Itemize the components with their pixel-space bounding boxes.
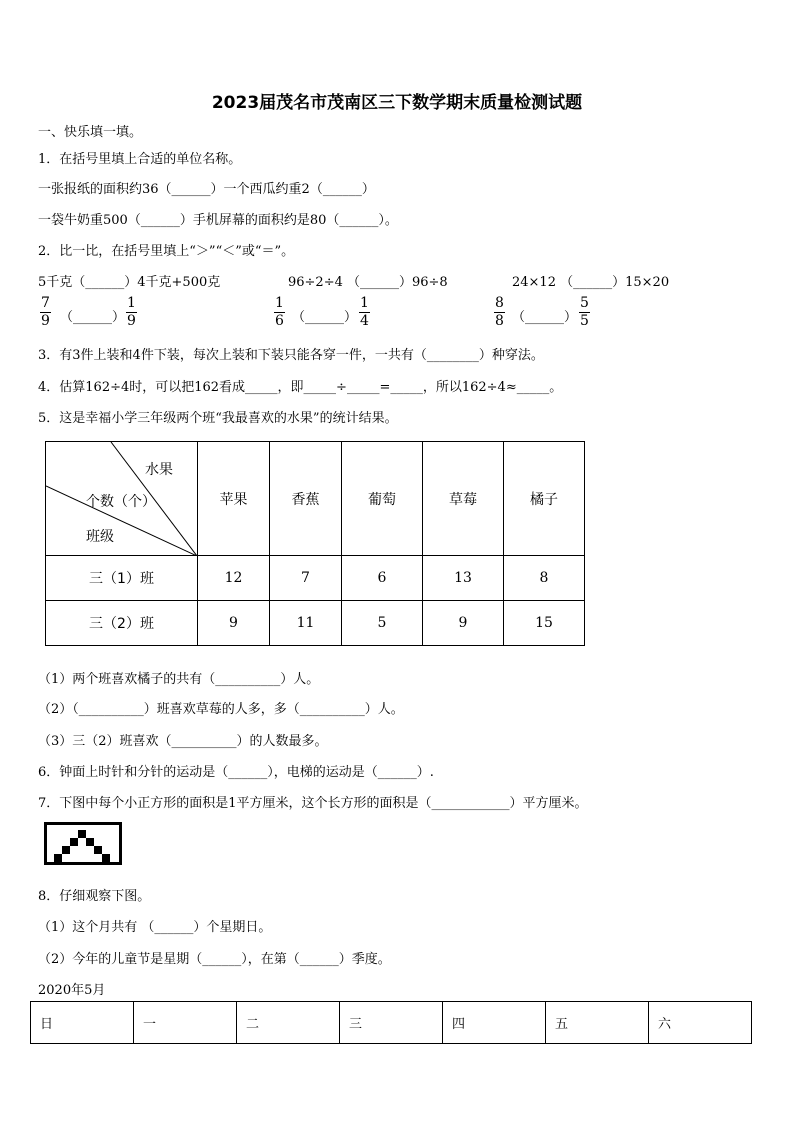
calendar-table	[30, 1001, 752, 1044]
table-row	[46, 556, 585, 601]
calendar-header-row	[31, 1002, 752, 1044]
section-heading: 一、快乐填一填。	[38, 125, 143, 140]
fraction-blank: （______）	[60, 310, 126, 325]
weekday-header: 二	[237, 1002, 340, 1044]
question-4: 4．估算162÷4时，可以把162看成_____，即_____÷_____=_____，所以162÷4≈_____。	[38, 380, 563, 395]
question-2-compare-c: 24×12 （______）15×20	[512, 275, 670, 290]
table-cell: 15	[504, 601, 585, 646]
fraction-7-9: 7 9	[41, 295, 50, 329]
class-label: 三（2）班	[46, 601, 198, 646]
header-fruit-label: 水果	[145, 462, 173, 478]
fruit-statistics-table	[45, 441, 585, 646]
fraction-8-8: 8 8	[495, 295, 504, 329]
table-cell: 11	[270, 601, 342, 646]
question-2-compare-b: 96÷2÷4 （______）96÷8	[288, 275, 448, 290]
header-count-label: 个数（个）	[86, 494, 156, 510]
weekday-header: 日	[31, 1002, 134, 1044]
table-cell: 6	[342, 556, 423, 601]
fraction-1-9: 1 9	[127, 295, 136, 329]
fraction-1-6: 1 6	[275, 295, 284, 329]
table-header-diagonal	[46, 442, 198, 556]
question-5-sub-2: （2）（__________）班喜欢草莓的人多，多（__________）人。	[38, 702, 404, 717]
weekday-header: 六	[649, 1002, 752, 1044]
question-8-sub-1: （1）这个月共有 （______）个星期日。	[38, 920, 272, 935]
question-6: 6．钟面上时针和分针的运动是（______），电梯的运动是（______）.	[38, 765, 434, 780]
fraction-blank: （______）	[512, 310, 578, 325]
calendar-title: 2020年5月	[38, 983, 106, 998]
fraction-blank: （______）	[292, 310, 358, 325]
weekday-header: 四	[443, 1002, 546, 1044]
question-1-line-2: 一袋牛奶重500（______）手机屏幕的面积约是80（______）。	[38, 213, 398, 228]
fruit-header: 香蕉	[270, 442, 342, 556]
question-1-line-1: 一张报纸的面积约36（______）一个西瓜约重2（______）	[38, 182, 375, 197]
header-class-label: 班级	[86, 529, 114, 545]
question-2: 2．比一比，在括号里填上“＞”“＜”或“＝”。	[38, 244, 295, 259]
square-grid-figure	[44, 822, 122, 865]
table-cell: 5	[342, 601, 423, 646]
table-cell: 12	[198, 556, 270, 601]
question-5-sub-3: （3）三（2）班喜欢（__________）的人数最多。	[38, 734, 328, 749]
table-cell: 13	[423, 556, 504, 601]
table-row	[46, 601, 585, 646]
fruit-header: 苹果	[198, 442, 270, 556]
fraction-5-5: 5 5	[580, 295, 589, 329]
question-3: 3．有3件上装和4件下装，每次上装和下装只能各穿一件，一共有（________）种穿法。	[38, 348, 544, 363]
weekday-header: 五	[546, 1002, 649, 1044]
fruit-header: 葡萄	[342, 442, 423, 556]
weekday-header: 三	[340, 1002, 443, 1044]
question-5: 5．这是幸福小学三年级两个班“我最喜欢的水果”的统计结果。	[38, 411, 398, 426]
fruit-header: 橘子	[504, 442, 585, 556]
question-8: 8．仔细观察下图。	[38, 889, 151, 904]
page-title: 2023届茂名市茂南区三下数学期末质量检测试题	[211, 93, 583, 113]
fraction-1-4: 1 4	[360, 295, 369, 329]
table-cell: 9	[423, 601, 504, 646]
table-cell: 8	[504, 556, 585, 601]
question-5-sub-1: （1）两个班喜欢橘子的共有（__________）人。	[38, 672, 320, 687]
table-cell: 7	[270, 556, 342, 601]
fruit-header: 草莓	[423, 442, 504, 556]
question-2-compare-a: 5千克（______）4千克+500克	[38, 275, 221, 290]
table-cell: 9	[198, 601, 270, 646]
question-7: 7．下图中每个小正方形的面积是1平方厘米，这个长方形的面积是（____________）平方厘米。	[38, 796, 588, 811]
question-8-sub-2: （2）今年的儿童节是星期（______），在第（______）季度。	[38, 952, 391, 967]
question-1: 1．在括号里填上合适的单位名称。	[38, 152, 242, 167]
class-label: 三（1）班	[46, 556, 198, 601]
weekday-header: 一	[134, 1002, 237, 1044]
